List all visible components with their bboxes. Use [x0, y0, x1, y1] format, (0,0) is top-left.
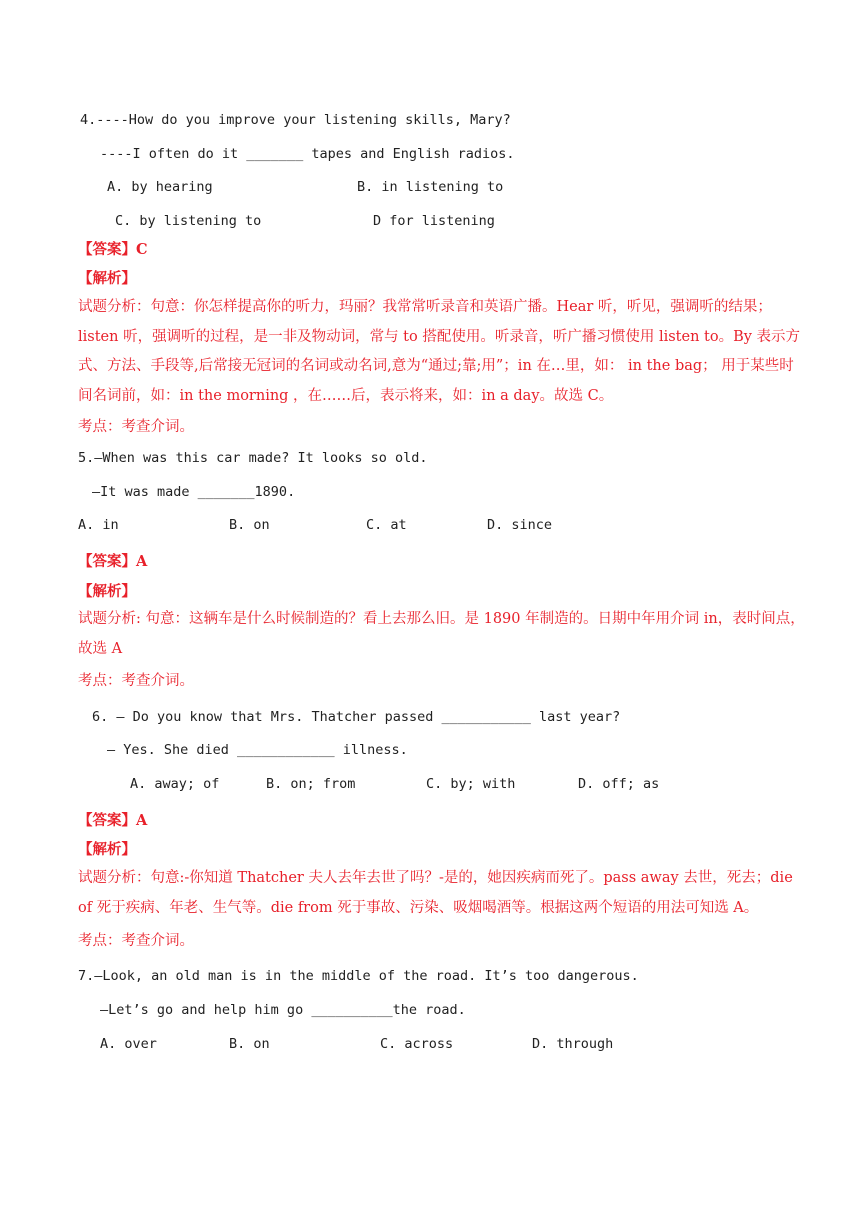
q6-analysis: 试题分析：句意:-你知道 Thatcher 夫人去年去世了吗？-是的，她因疾病而死了。pass away 去世，死去；die of 死于疾病、年老、生气等。die from 死于事故、污染、吸烟喝酒等。根据这两个短语的用法可知选 A。 [78, 870, 793, 916]
q7-option-d: D. through [532, 1036, 614, 1052]
q6-option-c: C. by; with [426, 776, 516, 792]
q6-question: 6. — Do you know that Mrs. Thatcher passed ___________ last year? [92, 709, 621, 725]
q5-point: 考点：考查介词。 [78, 673, 194, 689]
q5-analysis-label: 【解析】 [78, 583, 136, 600]
q4-option-a: A. by hearing [107, 179, 213, 195]
q5-option-b: B. on [229, 517, 270, 533]
q5-answer: 【答案】A [78, 553, 148, 570]
q4-analysis-label: 【解析】 [78, 270, 136, 287]
q4-reply: ----I often do it _______ tapes and English radios. [100, 146, 515, 162]
q4-point: 考点：考查介词。 [78, 419, 194, 435]
q4-option-b: B. in listening to [357, 179, 504, 195]
q5-option-a: A. in [78, 517, 119, 533]
q6-reply: — Yes. She died ____________ illness. [107, 742, 408, 758]
q7-option-a: A. over [100, 1036, 157, 1052]
q4-answer: 【答案】C [78, 241, 148, 258]
q5-option-d: D. since [487, 517, 553, 533]
q7-option-b: B. on [229, 1036, 270, 1052]
q7-option-c: C. across [380, 1036, 454, 1052]
q5-analysis: 试题分析: 句意：这辆车是什么时候制造的？看上去那么旧。是 1890 年制造的。日期中年用介词 in，表时间点，故选 A [78, 611, 805, 657]
q4-analysis: 试题分析：句意：你怎样提高你的听力，玛丽？我常常听录音和英语广播。Hear 听，听见，强调听的结果；listen 听，强调听的过程，是一非及物动词，常与 to 搭配使用。听录音，听广播习惯使用 listen to。By 表示方式、方法、手段等,后常接无冠词的名词或动名词,意为“通过;靠;用”；in 在…里，如： in the bag； 用于某些时间名词前，如：in the morning ，在……后，表示将来，如：in a day。故选 C。 [78, 299, 801, 404]
q4-option-d: D for listening [373, 213, 495, 229]
q5-option-c: C. at [366, 517, 407, 533]
q6-option-d: D. off; as [578, 776, 660, 792]
q4-question: 4.----How do you improve your listening skills, Mary? [80, 112, 511, 128]
q6-answer: 【答案】A [78, 812, 148, 829]
q4-option-c: C. by listening to [115, 213, 262, 229]
q5-reply: —It was made _______1890. [92, 484, 296, 500]
q7-reply: —Let’s go and help him go __________the road. [100, 1002, 466, 1018]
q6-option-a: A. away; of [130, 776, 220, 792]
q6-analysis-label: 【解析】 [78, 841, 136, 858]
q7-question: 7.—Look, an old man is in the middle of the road. It’s too dangerous. [78, 968, 639, 984]
q5-question: 5.—When was this car made? It looks so old. [78, 450, 428, 466]
q6-point: 考点：考查介词。 [78, 933, 194, 949]
q6-option-b: B. on; from [266, 776, 356, 792]
